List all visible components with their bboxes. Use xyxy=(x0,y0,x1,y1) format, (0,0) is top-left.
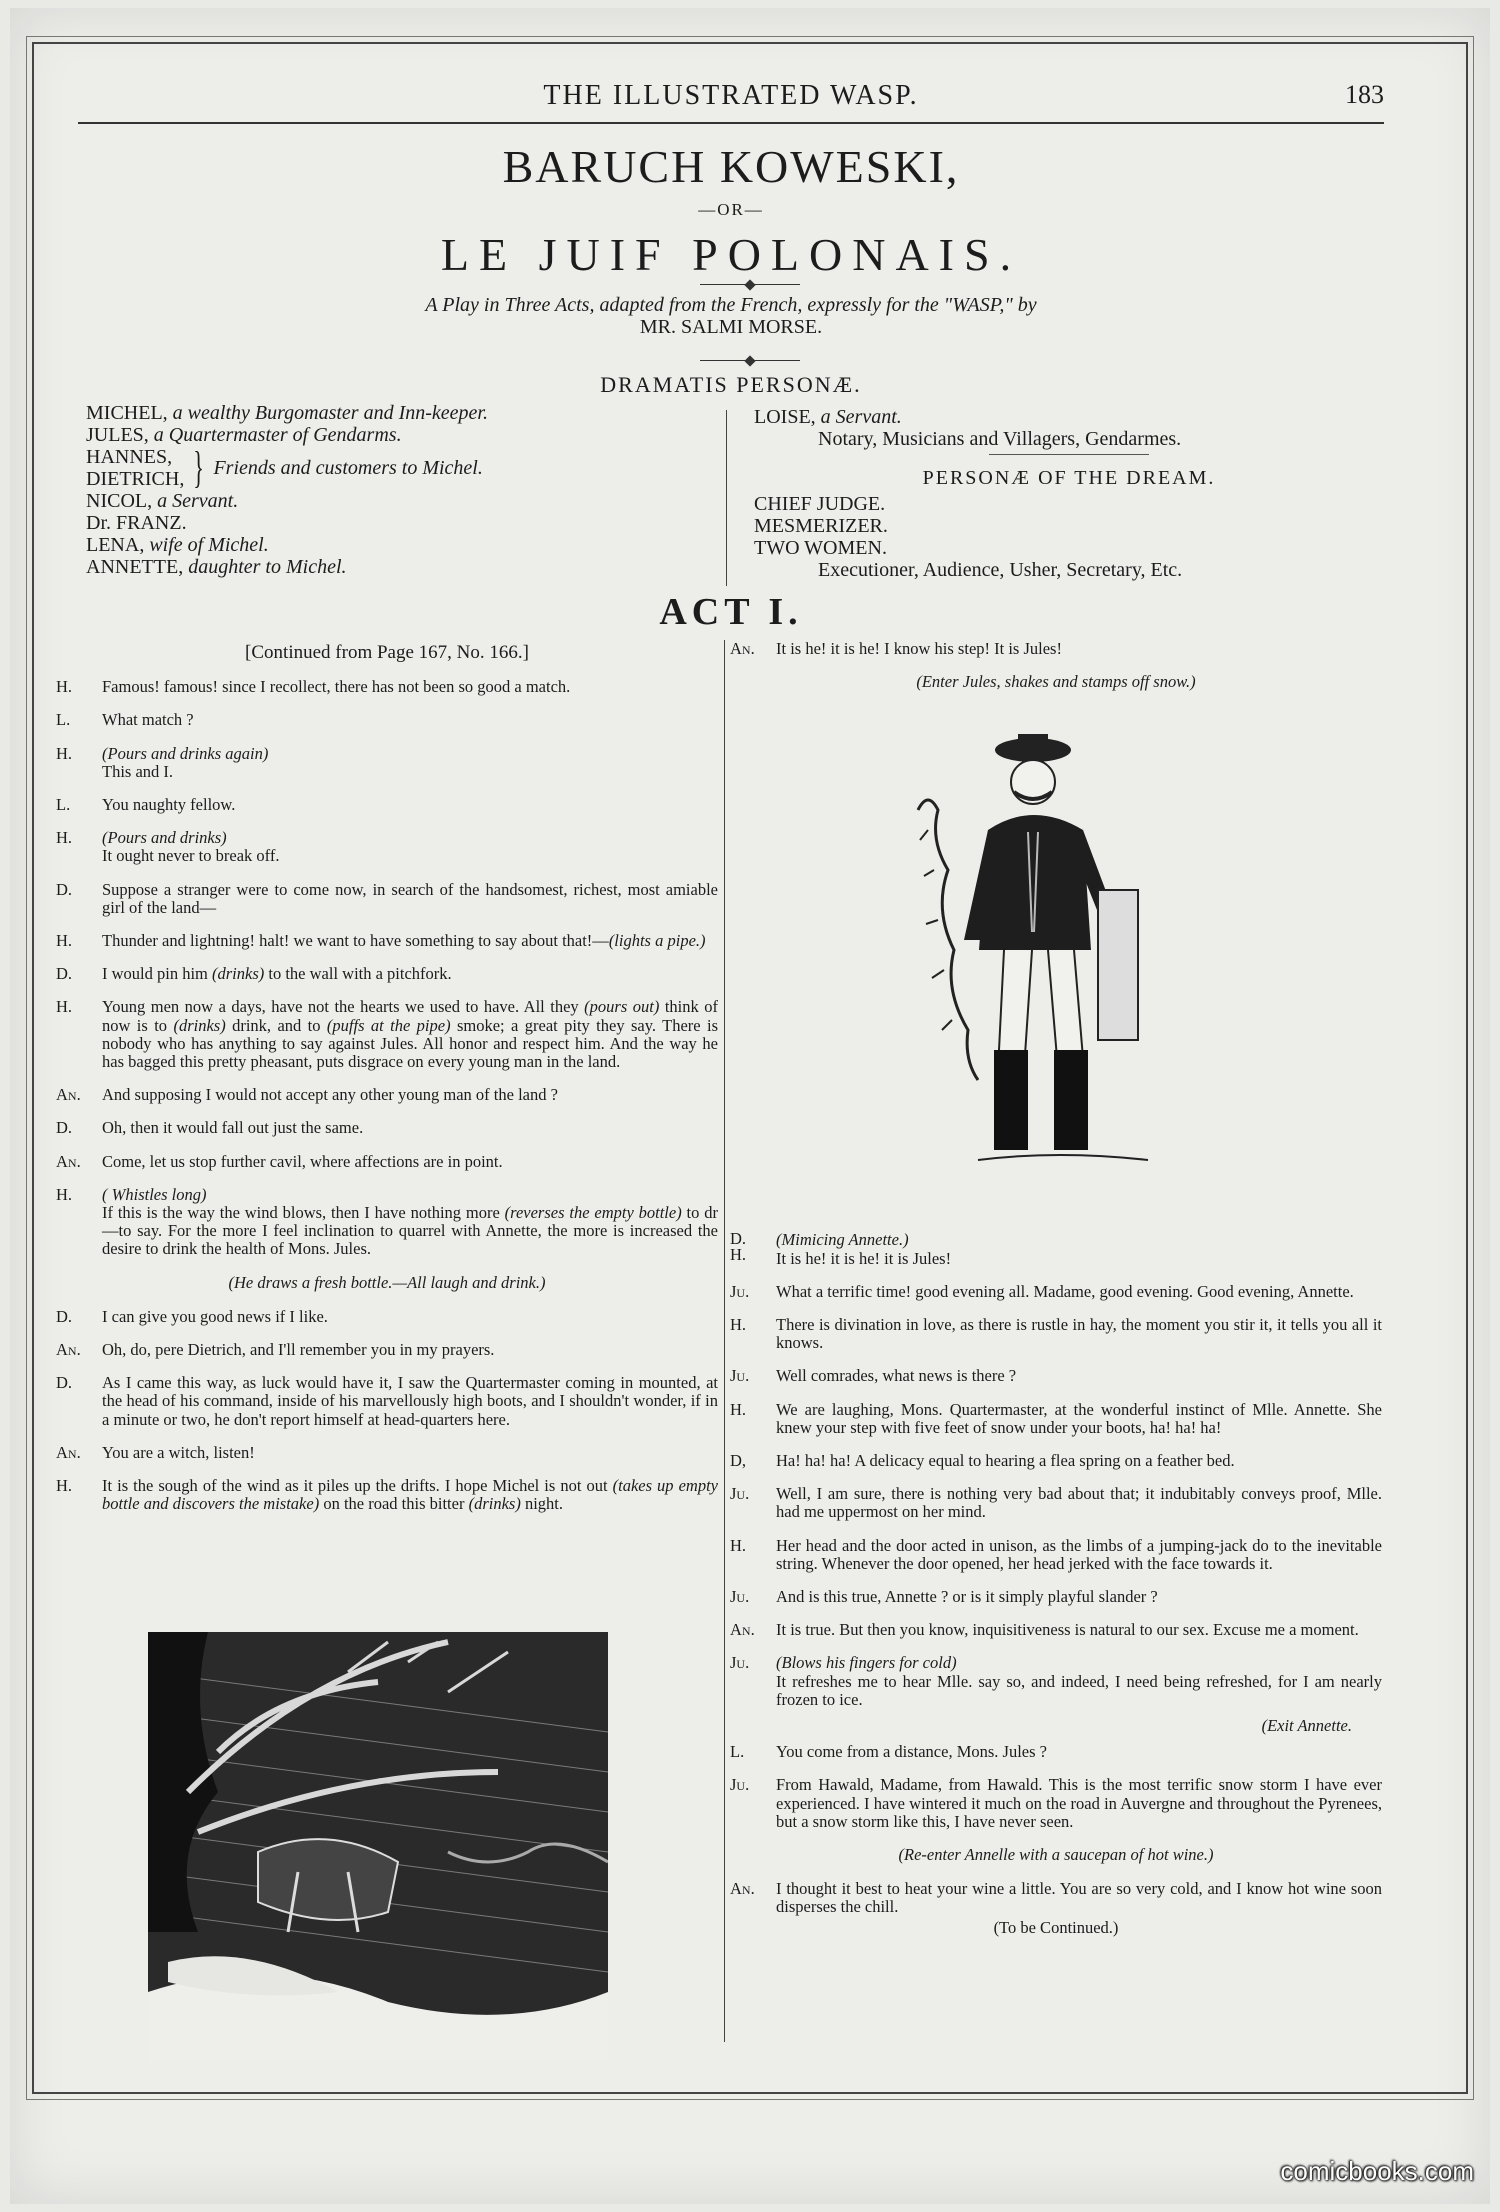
dialogue-line: H. ( Whistles long) If this is the way the wind blows, then I have nothing more (reverses the empty bottle) to dr—to say. For the more I feel inclination to quarrel with Annette, the more is increased the desire to drink the health of Mons. Jules. xyxy=(56,1184,718,1259)
dialogue-line: H. There is divination in love, as there is rustle in hay, the moment you stir it, it tells you all it knows. xyxy=(730,1315,1382,1353)
dialogue-line: Ju. Well, I am sure, there is nothing very bad about that; it indubitably conveys proof, Mlle. had me uppermost on her mind. xyxy=(730,1484,1382,1522)
speaker: An. xyxy=(56,1151,81,1171)
speaker: An. xyxy=(56,1442,81,1462)
speaker: Ju. xyxy=(730,1281,750,1301)
speaker: D, xyxy=(730,1451,747,1471)
to-be-continued: (To be Continued.) xyxy=(993,1917,1119,1937)
speaker: Ju. xyxy=(730,1653,750,1673)
speaker: H. xyxy=(56,1476,73,1496)
speaker: H. xyxy=(56,828,73,848)
dialogue-line: An. I thought it best to heat your wine a little. You are so very cold, and I know hot wine soon disperses the chill. xyxy=(730,1879,1382,1917)
speaker: D. xyxy=(56,1118,73,1138)
dialogue-line: H. Famous! famous! since I recollect, there has not been so good a match. xyxy=(56,677,571,697)
speaker: Ju. xyxy=(730,1587,750,1607)
speaker: H. xyxy=(56,997,73,1017)
stage-direction: (He draws a fresh bottle.—All laugh and drink.) xyxy=(228,1272,546,1292)
cast-entry: LENA, wife of Michel. xyxy=(86,534,269,556)
dialogue-line: D, Ha! ha! ha! A delicacy equal to hearing a flea spring on a feather bed. xyxy=(730,1451,1235,1471)
act-heading: ACT I. xyxy=(659,591,803,633)
cast-entry: JULES, a Quartermaster of Gendarms. xyxy=(86,424,402,446)
cast-entry: ANNETTE, daughter to Michel. xyxy=(86,556,347,578)
cast-entry: NICOL, a Servant. xyxy=(86,490,239,512)
dialogue-line: H. Young men now a days, have not the hearts we used to have. All they (pours out) think of now is to (drinks) drink, and to (puffs at the pipe) smoke; a great pity they say. There is nobody who has anything to say against Jules. All honor and respect him. And the way he has bagged this pretty pheasant, puts disgrace on every young man in the land. xyxy=(56,997,719,1072)
stage-direction: (Enter Jules, shakes and stamps off snow.) xyxy=(916,672,1196,692)
speaker: D. xyxy=(56,1373,73,1393)
dialogue-line: An. Come, let us stop further cavil, where affections are in point. xyxy=(56,1151,503,1171)
cast-extras: Executioner, Audience, Usher, Secretary, Etc. xyxy=(818,559,1183,581)
running-header xyxy=(78,74,1384,124)
brace-glyph: } xyxy=(193,443,205,492)
left-column xyxy=(56,640,718,1529)
cast-entry: MICHEL, a wealthy Burgomaster and Inn-keeper. xyxy=(86,402,488,424)
dialogue-line: D. Suppose a stranger were to come now, in search of the handsomest, richest, most amiable girl of the land— xyxy=(56,879,718,917)
exit-note: (Exit Annette. xyxy=(1261,1716,1352,1736)
ornament-rule xyxy=(700,356,800,366)
cast-entry: TWO WOMEN. xyxy=(754,537,887,559)
dialogue-line: An. It is true. But then you know, inquisitiveness is natural to our sex. Excuse me a moment. xyxy=(730,1620,1359,1640)
play-description: A Play in Three Acts, adapted from the French, expressly for the "WASP," by xyxy=(425,294,1037,316)
dialogue-line: H. We are laughing, Mons. Quartermaster, at the wonderful instinct of Mlle. Annette. She knew your step with five feet of snow under your boots, ha! ha! ha! xyxy=(730,1399,1382,1437)
speaker: H. xyxy=(730,1399,747,1419)
dialogue-line: An. Oh, do, pere Dietrich, and I'll remember you in my prayers. xyxy=(56,1340,495,1360)
speaker: An. xyxy=(56,1340,81,1360)
dialogue-line: D. As I came this way, as luck would have it, I saw the Quartermaster coming in mounted, at the head of his command, inside of his marvellously high boots, and I shouldn't wonder, if in a minute or two, he don't report himself at head-quarters here. xyxy=(56,1373,718,1429)
dialogue-line: An. It is he! it is he! I know his step! It is Jules! xyxy=(730,639,1062,658)
cast-entry-group: HANNES, DIETRICH, } Friends and customers to Michel. xyxy=(86,443,483,492)
dialogue-line: D. H. (Mimicing Annette.) It is he! it is he! it is Jules! xyxy=(730,1229,952,1268)
dialogue-line: Ju. And is this true, Annette ? or is it simply playful slander ? xyxy=(730,1587,1158,1607)
speaker: H. xyxy=(56,931,73,951)
dialogue-line: Ju. From Hawald, Madame, from Hawald. This is the most terrific snow storm I have ever experienced. I have wintered it much on the road in Auvergne and throughout the Pyrenees, but a snow storm like this, I have never seen. xyxy=(730,1775,1382,1831)
snowstorm-illustration xyxy=(148,1632,608,2060)
dialogue-line: An. And supposing I would not accept any other young man of the land ? xyxy=(56,1085,558,1105)
dream-rule xyxy=(989,454,1149,455)
dialogue-line: L. You naughty fellow. xyxy=(56,795,236,815)
speaker: Ju. xyxy=(730,1366,750,1386)
speaker: An. xyxy=(730,639,755,658)
page-number: 183 xyxy=(1345,80,1384,109)
dream-heading: PERSONÆ OF THE DREAM. xyxy=(922,467,1216,489)
dialogue-line: L. You come from a distance, Mons. Jules ? xyxy=(730,1742,1047,1762)
watermark: comicbooks.com xyxy=(1280,2156,1474,2186)
speaker: H. xyxy=(56,1184,73,1204)
speaker: An. xyxy=(730,1620,755,1640)
dialogue-line: H. (Pours and drinks again) This and I. xyxy=(56,743,269,781)
dialogue-line: An. You are a witch, listen! xyxy=(56,1442,255,1462)
speaker: D. xyxy=(56,964,73,984)
dialogue-line: H. Her head and the door acted in unison, as the limbs of a jumping-jack do to the inevitable string. Whenever the door opened, her head jerked with the face towards it. xyxy=(730,1535,1382,1573)
dialogue-line: Ju. What a terrific time! good evening all. Madame, good evening. Good evening, Annette. xyxy=(730,1281,1354,1301)
cast-entry: CHIEF JUDGE. xyxy=(754,493,886,515)
continued-note: [Continued from Page 167, No. 166.] xyxy=(245,642,529,663)
speaker: L. xyxy=(56,710,71,730)
column-divider xyxy=(724,640,725,2042)
cast-extras: Notary, Musicians and Villagers, Gendarmes. xyxy=(818,428,1182,450)
cast-entry: Dr. FRANZ. xyxy=(86,512,187,534)
dialogue-line: H. It is the sough of the wind as it piles up the drifts. I hope Michel is not out (takes up empty bottle and discovers the mistake) on the road this bitter (drinks) night. xyxy=(56,1476,718,1514)
speaker: D. xyxy=(56,879,73,899)
ornament-rule xyxy=(700,280,800,290)
speaker: L. xyxy=(730,1742,745,1762)
play-author: MR. SALMI MORSE. xyxy=(639,316,823,338)
dialogue-line: H. Thunder and lightning! halt! we want to have something to say about that!—(lights a pipe.) xyxy=(56,931,706,951)
speaker: H. xyxy=(56,743,73,763)
speaker: H. xyxy=(56,677,73,697)
speaker: Ju. xyxy=(730,1484,750,1504)
speaker: An. xyxy=(730,1879,755,1899)
speaker: D. H. xyxy=(730,1229,747,1265)
dialogue-line: D. I would pin him (drinks) to the wall with a pitchfork. xyxy=(56,964,452,984)
cast-list-left xyxy=(86,402,716,578)
dialogue-line: D. I can give you good news if I like. xyxy=(56,1306,328,1326)
dialogue-line: Ju. (Blows his fingers for cold) It refreshes me to hear Mlle. say so, and indeed, I need being refreshed, for I am nearly frozen to ice. (Exit Annette. xyxy=(730,1653,1382,1736)
play-subtitle: LE JUIF POLONAIS. xyxy=(440,229,1022,280)
dramatis-heading: DRAMATIS PERSONÆ. xyxy=(600,372,862,397)
stage-direction: (Re-enter Annelle with a saucepan of hot wine.) xyxy=(898,1845,1214,1865)
gendarme-illustration xyxy=(908,720,1178,1200)
dialogue-line: H. (Pours and drinks) It ought never to break off. xyxy=(56,828,280,866)
cast-divider xyxy=(726,410,727,586)
speaker: Ju. xyxy=(730,1775,750,1795)
dialogue-line: Ju. Well comrades, what news is there ? xyxy=(730,1366,1017,1386)
speaker: H. xyxy=(730,1535,747,1555)
play-title: BARUCH KOWESKI, xyxy=(502,141,960,192)
cast-entry: LOISE, a Servant. xyxy=(754,406,902,428)
speaker: L. xyxy=(56,795,71,815)
running-title: THE ILLUSTRATED WASP. xyxy=(543,80,919,111)
cast-entry: MESMERIZER. xyxy=(754,515,888,537)
speaker: H. xyxy=(730,1315,747,1335)
dialogue-line: L. What match ? xyxy=(56,710,194,730)
speaker: D. xyxy=(56,1306,73,1326)
speaker: An. xyxy=(56,1085,81,1105)
or-separator: —OR— xyxy=(698,200,764,219)
dialogue-line: D. Oh, then it would fall out just the same. xyxy=(56,1118,364,1138)
cast-list-right xyxy=(754,406,1384,581)
